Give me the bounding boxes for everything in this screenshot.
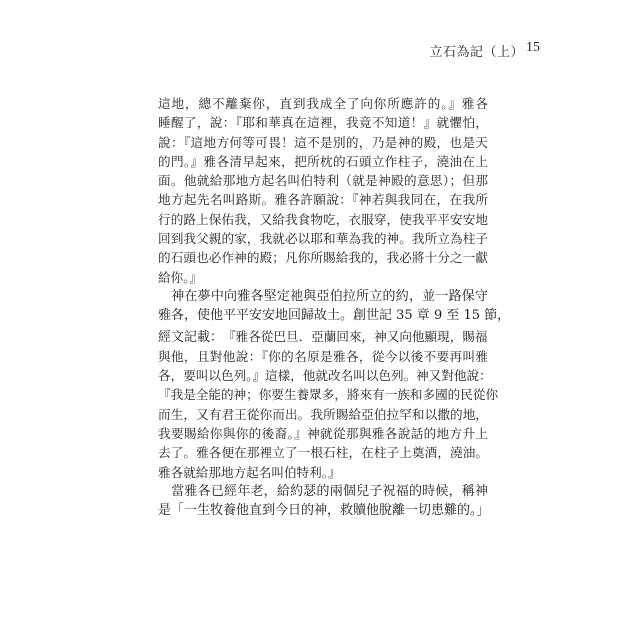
text-line: 經文記載：: [158, 329, 224, 345]
text-line: 地方起先名叫路斯。雅各許願說：『神若與我同在，在我所: [158, 192, 488, 208]
text-line: 『雅各從巴旦．亞蘭回來，神又向他顯現，賜福: [223, 328, 488, 344]
text-line: 的門。』雅各清早起來，把所枕的石頭立作柱子，澆油在上: [158, 153, 488, 169]
text-line: 面。他就給那地方起名叫伯特利（就是神殿的意思）；但那: [158, 173, 488, 189]
text-line: 當雅各已經年老，給約瑟的兩個兒子祝福的時候，稱神: [158, 483, 488, 499]
running-header-title: 立石為記（上）: [429, 45, 524, 60]
page-number: 15: [526, 40, 540, 55]
text-line: 回到我父親的家，我就必以耶和華為我的神。我所立為柱子: [158, 231, 488, 247]
body-text: [158, 94, 511, 521]
text-line: 給你。』: [158, 269, 203, 285]
text-line: 說：『這地方何等可畏！這不是別的，乃是神的殿，也是天: [158, 134, 488, 150]
text-line: 的石頭也必作神的殿；凡你所賜給我的，我必將十分之一獻: [158, 250, 488, 266]
text-line: 雅各就給那地方起名叫伯特利。』: [158, 464, 341, 480]
text-line: 神在夢中向雅各堅定祂與亞伯拉所立的約，並一路保守: [158, 288, 488, 304]
text-line: 睡醒了，說：『耶和華真在這裡，我竟不知道！』就懼怕，: [158, 115, 488, 131]
text-line: 『我是全能的神；你要生養眾多，將來有一族和多國的民從你: [158, 387, 499, 403]
text-line: 這地，總不離棄你，直到我成全了向你所應許的。』雅各: [158, 96, 488, 111]
text-line: 各，要叫以色列。』這樣，他就改名叫以色列。神又對他說：: [158, 368, 492, 384]
text-line: 而生，又有君王從你而出。我所賜給亞伯拉罕和以撒的地，: [158, 406, 488, 422]
text-line: 雅各，使他平平安安地回歸故土。創世記 35 章 9 至 15 節，: [158, 308, 511, 324]
text-line: 與他，且對他說：『你的名原是雅各，從今以後不要再叫雅: [158, 348, 488, 364]
text-line: 行的路上保佑我，又給我食物吃，衣服穿，使我平平安安地: [158, 211, 488, 227]
text-line: 去了。雅各便在那裡立了一根石柱，在柱子上奠酒，澆油。: [158, 445, 488, 461]
text-line: 是「一生牧養他直到今日的神，救贖他脫離一切患難的。」: [158, 503, 490, 519]
text-line: 我要賜給你與你的後裔。』神就從那與雅各說話的地方升上: [158, 426, 488, 442]
